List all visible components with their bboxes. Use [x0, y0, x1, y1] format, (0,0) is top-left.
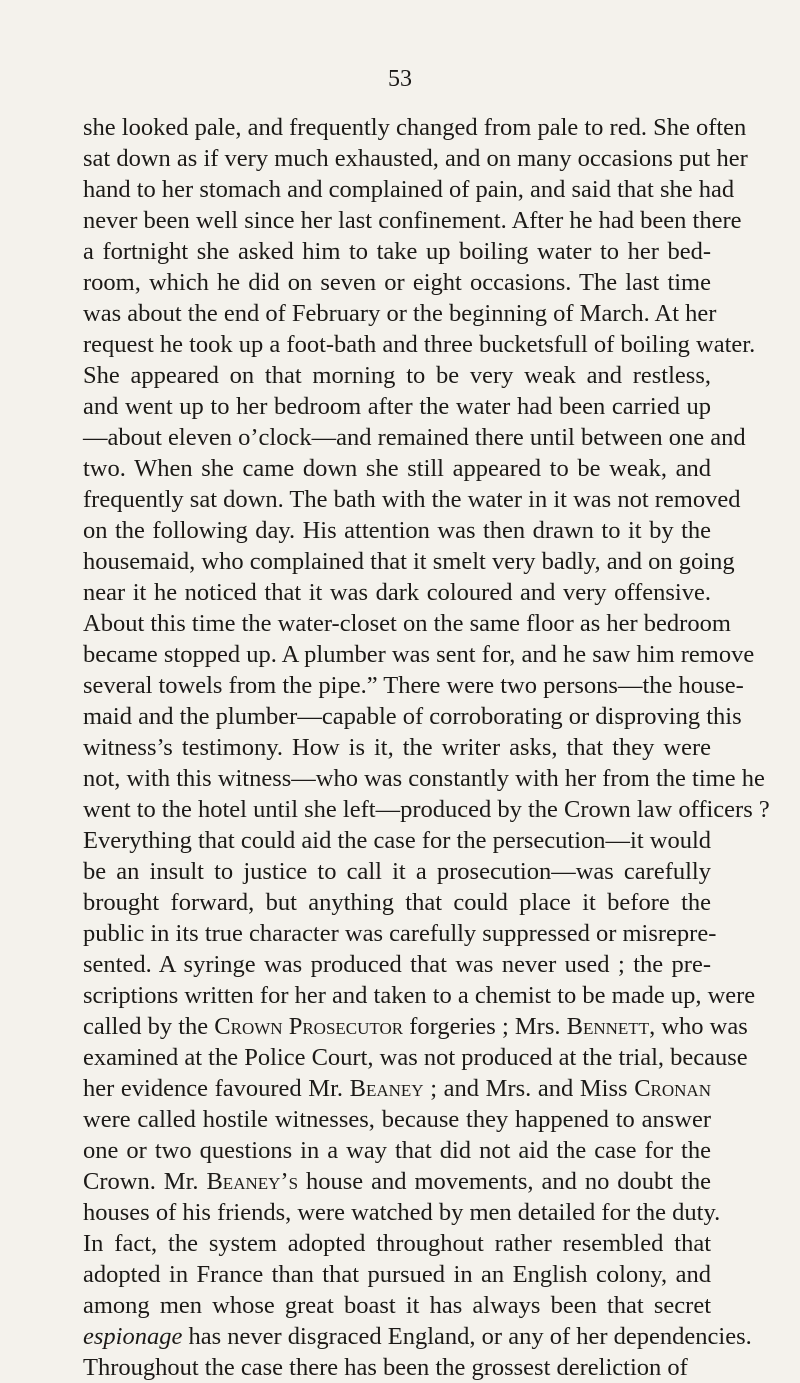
text-line: one or two questions in a way that did not aid the case for the: [83, 1137, 711, 1164]
text-line: houses of his friends, were watched by men detailed for the duty.: [83, 1199, 721, 1226]
text-line: scriptions written for her and taken to a chemist to be made up, were: [83, 982, 756, 1009]
text-line: Everything that could aid the case for the persecution—it would: [83, 827, 711, 854]
text-line: About this time the water-closet on the same floor as her bedroom: [83, 610, 731, 637]
text-line: adopted in France than that pursued in an English colony, and: [83, 1261, 711, 1288]
small-caps-name: Bennett: [566, 1013, 650, 1040]
text-line: espionage has never disgraced England, or any of her dependencies.: [83, 1323, 752, 1350]
text-line: was about the end of February or the beginning of March. At her: [83, 300, 717, 327]
text-line: sented. A syringe was produced that was never used ; the pre-: [83, 951, 711, 978]
text-line: —about eleven o’clock—and remained there until between one and: [83, 424, 746, 451]
text-line: her evidence favoured Mr. Beaney ; and Mrs. and Miss Cronan: [83, 1075, 711, 1102]
text-line: room, which he did on seven or eight occasions. The last time: [83, 269, 711, 296]
text-line: brought forward, but anything that could place it before the: [83, 889, 711, 916]
text-line: she looked pale, and frequently changed from pale to red. She often: [83, 114, 747, 141]
small-caps-name: Beaney: [349, 1075, 424, 1102]
text-line: Crown. Mr. Beaney’s house and movements, and no doubt the: [83, 1168, 711, 1195]
text-line: never been well since her last confinement. After he had been there: [83, 207, 742, 234]
text-line: be an insult to justice to call it a prosecution—was carefully: [83, 858, 711, 885]
text-line: were called hostile witnesses, because they happened to answer: [83, 1106, 711, 1133]
text-line: hand to her stomach and complained of pain, and said that she had: [83, 176, 735, 203]
text-line: went to the hotel until she left—produced by the Crown law officers ?: [83, 796, 770, 823]
text-line: public in its true character was carefully suppressed or misrepre-: [83, 920, 717, 947]
text-line: Throughout the case there has been the grossest dereliction of: [83, 1354, 688, 1381]
text-line: examined at the Police Court, was not produced at the trial, because: [83, 1044, 748, 1071]
text-line: witness’s testimony. How is it, the writer asks, that they were: [83, 734, 711, 761]
text-line: became stopped up. A plumber was sent for, and he saw him remove: [83, 641, 755, 668]
text-line: several towels from the pipe.” There were two persons—the house-: [83, 672, 744, 699]
text-line: on the following day. His attention was then drawn to it by the: [83, 517, 711, 544]
text-line: called by the Crown Prosecutor forgeries ; Mrs. Bennett, who was: [83, 1013, 748, 1040]
small-caps-name: Crown Prosecutor: [214, 1013, 404, 1040]
small-caps-name: Cronan: [634, 1075, 711, 1102]
text-line: She appeared on that morning to be very weak and restless,: [83, 362, 711, 389]
text-line: maid and the plumber—capable of corroborating or disproving this: [83, 703, 742, 730]
text-line: frequently sat down. The bath with the water in it was not removed: [83, 486, 741, 513]
text-line: housemaid, who complained that it smelt very badly, and on going: [83, 548, 735, 575]
text-line: not, with this witness—who was constantly with her from the time he: [83, 765, 765, 792]
text-line: a fortnight she asked him to take up boiling water to her bed-: [83, 238, 711, 265]
body-text: [83, 112, 770, 1383]
text-line: and went up to her bedroom after the water had been carried up: [83, 393, 711, 420]
small-caps-name: Beaney’s: [206, 1168, 299, 1195]
text-line: among men whose great boast it has always been that secret: [83, 1292, 711, 1319]
text-line: request he took up a foot-bath and three bucketsfull of boiling water.: [83, 331, 756, 358]
italic-word: espionage: [83, 1323, 183, 1350]
text-line: near it he noticed that it was dark coloured and very offensive.: [83, 579, 711, 606]
text-line: two. When she came down she still appeared to be weak, and: [83, 455, 711, 482]
page-number: 53: [388, 66, 412, 92]
text-line: sat down as if very much exhausted, and on many occasions put her: [83, 145, 748, 172]
text-line: In fact, the system adopted throughout rather resembled that: [83, 1230, 711, 1257]
